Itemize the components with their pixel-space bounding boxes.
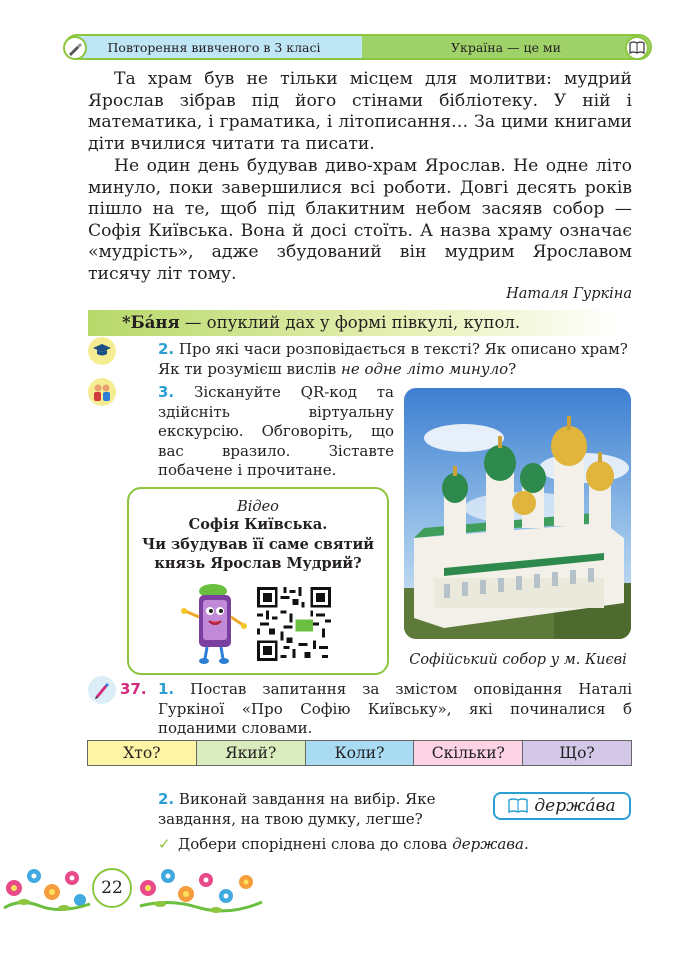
cathedral-photo bbox=[404, 388, 631, 639]
video-title-line-1: Софія Київська. bbox=[188, 516, 328, 533]
exercise-task-2 bbox=[158, 790, 458, 829]
exercise-task-2-number: 2. bbox=[158, 790, 175, 808]
photo-caption: Софійський собор у м. Києві bbox=[409, 652, 627, 668]
kids-pair-icon bbox=[88, 378, 116, 406]
exercise-option bbox=[158, 835, 598, 855]
video-label: Відео bbox=[237, 499, 279, 515]
video-card[interactable] bbox=[127, 487, 389, 675]
page-number: 22 bbox=[92, 868, 132, 908]
flower-border-decoration bbox=[0, 858, 270, 918]
task-3 bbox=[158, 383, 394, 481]
glossary-strip bbox=[88, 310, 620, 336]
question-words-table bbox=[87, 740, 632, 766]
book-icon bbox=[625, 36, 649, 60]
question-word-cell: Що? bbox=[523, 741, 631, 765]
task-3-number: 3. bbox=[158, 383, 175, 401]
exercise-option-end: . bbox=[523, 835, 529, 853]
glossary-definition: — опуклий дах у формі півкулі, купол. bbox=[179, 313, 521, 332]
author-name: Наталя Гуркіна bbox=[506, 286, 632, 302]
page-header bbox=[64, 34, 652, 60]
exercise-option-italic: держава bbox=[452, 835, 524, 853]
tablet-mascot-icon bbox=[177, 581, 249, 665]
task-2-number: 2. bbox=[158, 340, 175, 358]
dictionary-word: держа́ва bbox=[534, 796, 616, 816]
task-2-text: Про які часи розповідається в тексті? Як описано храм? Як ти розумієш вислів bbox=[158, 340, 628, 378]
glossary-term: *Ба́ня bbox=[122, 313, 180, 332]
text-paragraph-2: Не один день будував диво-храм Ярослав. Не одне літо минуло, поки завершилися всі роботи. Довгі десять років пішло на те, щоб під блакитним небом засяяв собор — Софія Київська. Вона й досі стоїть. А назва храму означає «мудрість», адже збудований він мудрим Ярославом тисячу літ тому. bbox=[88, 156, 632, 284]
text-paragraph-1: Та храм був не тільки місцем для молитви: мудрий Ярослав зібрав під його стінами бібліотеку. У ній і математика, і граматика, і літописання… За цими книгами діти вчилися читати та писати. bbox=[88, 69, 632, 154]
pen-icon bbox=[63, 36, 87, 60]
question-word-cell: Який? bbox=[197, 741, 306, 765]
exercise-task-1 bbox=[158, 680, 632, 739]
task-3-text: Зіскануйте QR-код та здійсніть віртуальну екскурсію. Обговоріть, що вас вразило. Зіставте побачене і прочитане. bbox=[158, 383, 394, 479]
checkmark-icon: ✓ bbox=[158, 835, 171, 853]
qr-code-icon[interactable] bbox=[257, 587, 331, 661]
video-title-line-2: Чи збудував її саме святий bbox=[141, 535, 375, 553]
question-word-cell: Скільки? bbox=[414, 741, 523, 765]
task-2-italic: не одне літо минуло bbox=[340, 359, 509, 378]
exercise-option-text: Добери споріднені слова до слова bbox=[178, 835, 453, 853]
task-2-end: ? bbox=[508, 359, 517, 378]
pencil-icon bbox=[88, 676, 116, 704]
exercise-task-2-text: Виконай завдання на вибір. Яке завдання, на твою думку, легше? bbox=[158, 790, 436, 828]
question-word-cell: Хто? bbox=[88, 741, 197, 765]
task-2 bbox=[158, 340, 634, 379]
graduation-cap-icon bbox=[88, 337, 116, 365]
dictionary-word-box bbox=[493, 792, 631, 820]
header-section-title: Повторення вивченого в 3 класі bbox=[66, 36, 362, 58]
header-chapter-title: Україна — це ми bbox=[362, 36, 650, 58]
exercise-task-1-number: 1. bbox=[158, 680, 175, 698]
open-book-icon bbox=[508, 798, 528, 814]
exercise-number: 37. bbox=[120, 680, 147, 698]
question-word-cell: Коли? bbox=[306, 741, 415, 765]
exercise-task-1-text: Постав запитання за змістом оповідання Наталі Гуркіної «Про Софію Київську», які починалися б поданими словами. bbox=[158, 680, 632, 737]
video-title-line-3: князь Ярослав Мудрий? bbox=[154, 555, 362, 572]
